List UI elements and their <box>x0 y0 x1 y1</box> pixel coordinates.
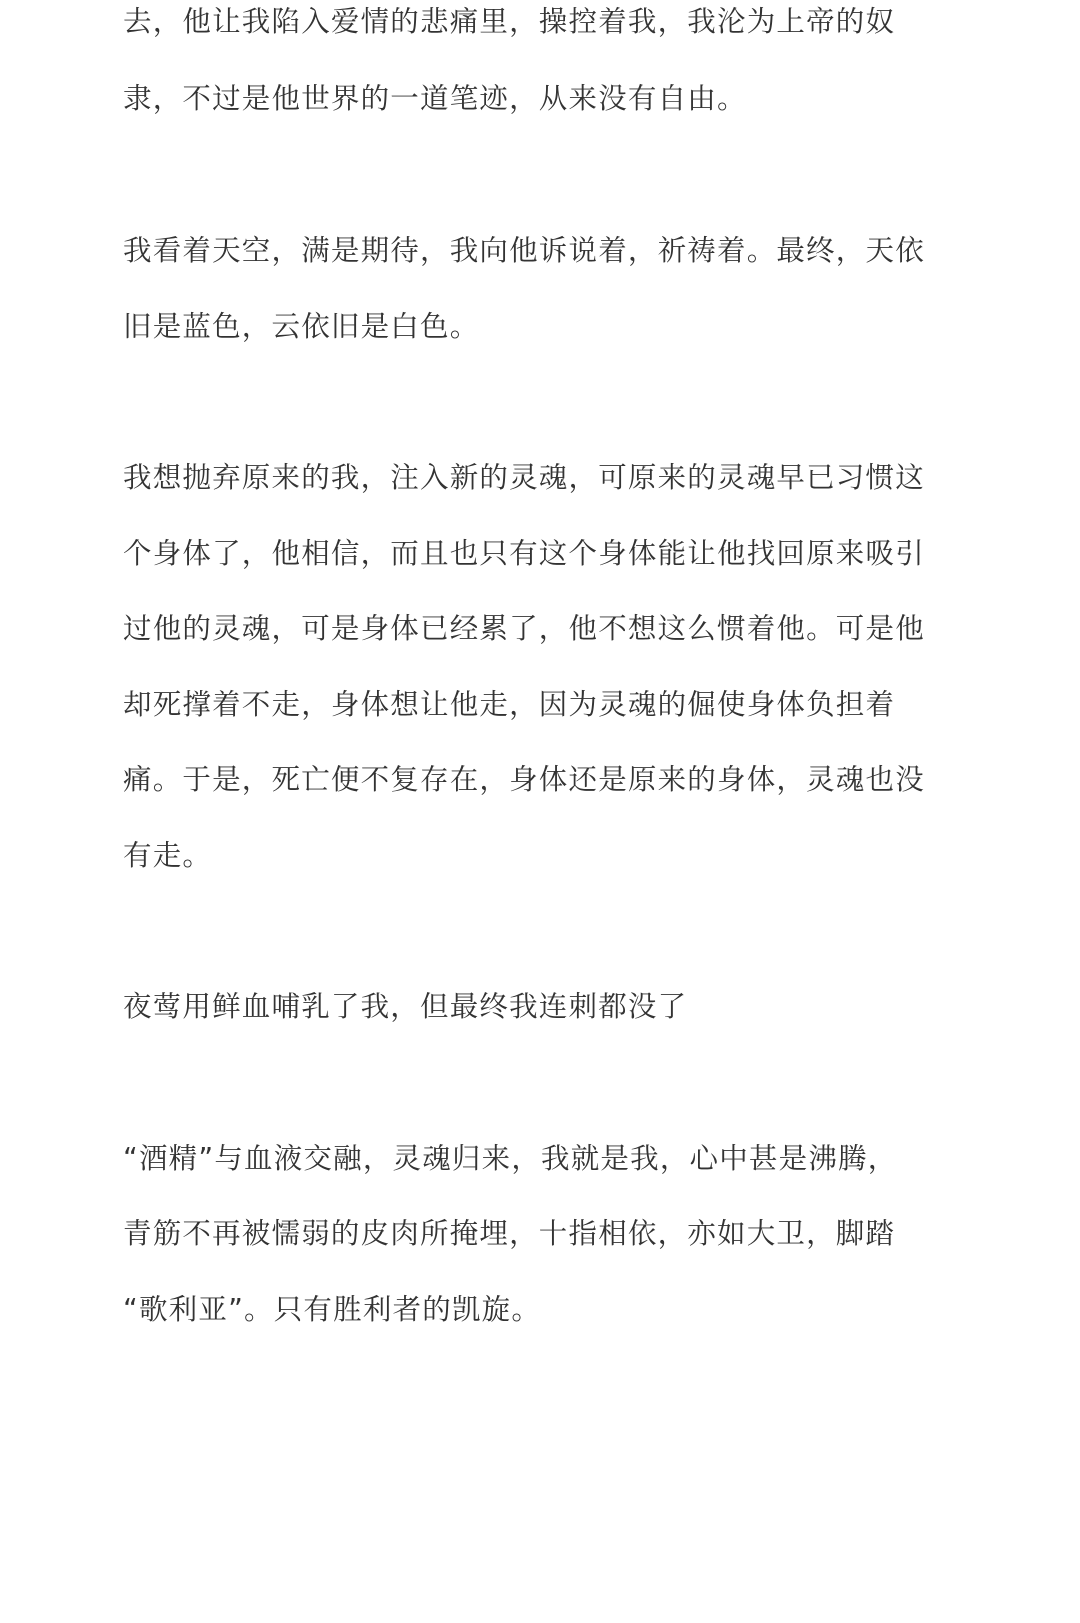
text-line: 却死撑着不走，身体想让他走，因为灵魂的倔使身体负担着 <box>123 688 896 721</box>
text-line: 有走。 <box>123 839 213 872</box>
text-line: 我想抛弃原来的我，注入新的灵魂，可原来的灵魂早已习惯这 <box>123 461 925 494</box>
text-line: 隶，不过是他世界的一道笔迹，从来没有自由。 <box>123 82 747 115</box>
text-line: 去，他让我陷入爱情的悲痛里，操控着我，我沦为上帝的奴 <box>123 5 896 38</box>
text-line: 旧是蓝色，云依旧是白色。 <box>123 310 480 343</box>
text-line: “酒精”与血液交融，灵魂归来，我就是我，心中甚是沸腾， <box>123 1142 898 1175</box>
text-line: 痛。于是，死亡便不复存在，身体还是原来的身体，灵魂也没 <box>123 763 925 796</box>
text-line: 过他的灵魂，可是身体已经累了，他不想这么惯着他。可是他 <box>123 612 925 645</box>
text-line: “歌利亚”。只有胜利者的凯旋。 <box>123 1293 542 1326</box>
text-line: 个身体了，他相信，而且也只有这个身体能让他找回原来吸引 <box>123 537 925 570</box>
text-line: 我看着天空，满是期待，我向他诉说着，祈祷着。最终，天依 <box>123 234 925 267</box>
text-line: 夜莺用鲜血哺乳了我，但最终我连刺都没了 <box>123 990 688 1023</box>
text-line: 青筋不再被懦弱的皮肉所掩埋，十指相依，亦如大卫，脚踏 <box>123 1217 896 1250</box>
